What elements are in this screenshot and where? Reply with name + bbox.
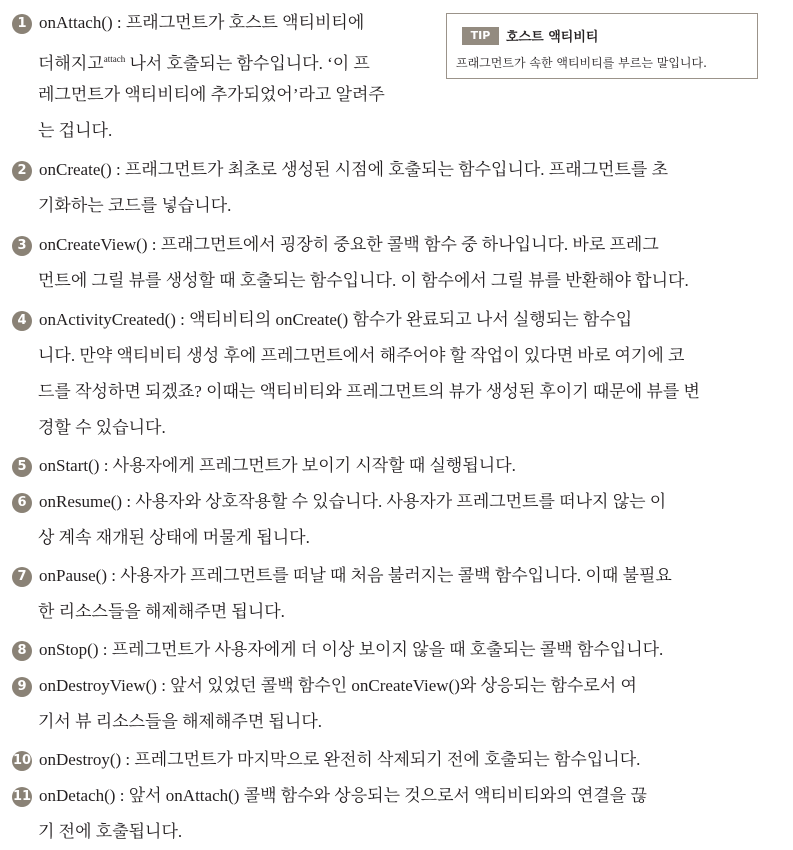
function-name: onResume() [39,492,123,511]
list-item-continuation [38,188,231,224]
list-item-continuation [38,374,700,410]
superscript-text: attach [103,54,126,64]
function-name: onDestroy() [39,750,122,769]
function-name: onCreate() [39,160,112,179]
list-item [12,778,647,814]
item-text: 상 계속 재개된 상태에 머물게 됩니다. [38,528,310,547]
item-text: 경할 수 있습니다. [38,418,166,437]
function-name: onCreateView() [351,676,460,695]
list-item-continuation [38,594,285,630]
item-text: : 사용자가 프레그먼트를 떠날 때 처음 불러지는 콜백 함수입니다. 이때 불필요 [106,566,672,585]
list-item-continuation [38,410,166,446]
number-badge: 10 [12,751,32,771]
item-text: : 프레그먼트가 마지막으로 완전히 삭제되기 전에 호출되는 함수입니다. [121,750,641,769]
list-item-continuation [38,338,684,374]
item-text: : 프래그먼트가 최초로 생성된 시점에 호출되는 함수입니다. 프래그먼트를 초 [111,160,668,179]
number-badge: 7 [12,567,32,587]
function-name: onCreateView() [39,235,148,254]
function-name: onDetach() [39,786,116,805]
list-item-continuation [38,77,385,113]
item-text: 더해지고 [38,54,104,73]
item-text: 먼트에 그릴 뷰를 생성할 때 호출되는 함수입니다. 이 함수에서 그릴 뷰를 반환해야 합니다. [38,271,689,290]
function-name: onAttach() [39,13,113,32]
item-text: : 앞서 있었던 콜백 함수인 [156,676,352,695]
item-text: : 프래그먼트가 호스트 액티비티에 [112,13,365,32]
item-text: 레그먼트가 액티비티에 추가되었어’라고 알려주 [38,85,385,104]
list-item [12,448,516,484]
item-text: 나서 호출되는 함수입니다. ‘이 프 [125,54,370,73]
item-text: 니다. 만약 액티비티 생성 후에 프레그먼트에서 해주어야 할 작업이 있다면 바로 여기에 코 [38,346,685,365]
list-item [12,302,632,338]
number-badge: 1 [12,14,32,34]
list-item [12,668,637,704]
tip-text: 프래그먼트가 속한 액티비티를 부르는 말입니다. [456,56,707,70]
item-text: 드를 작성하면 되겠죠? 이때는 액티비티와 프레그먼트의 뷰가 생성된 후이기 때문에 뷰를 변 [38,382,700,401]
function-name: onCreate() [275,310,349,329]
function-name: onDestroyView() [39,676,157,695]
list-item-continuation [38,704,322,740]
list-item [12,558,672,594]
number-badge: 4 [12,311,32,331]
list-item [12,5,364,41]
tip-badge: TIP [462,27,499,45]
item-text: 기화하는 코드를 넣습니다. [38,196,232,215]
item-text: 함수가 완료되고 나서 실행되는 함수입 [348,310,633,329]
item-text: 콜백 함수와 상응되는 것으로서 액티비티와의 연결을 끊 [239,786,647,805]
function-name: onActivityCreated() [39,310,176,329]
list-item-continuation [38,814,182,850]
number-badge: 2 [12,161,32,181]
list-item [12,742,640,778]
number-badge: 6 [12,493,32,513]
item-text: : 앞서 [115,786,166,805]
item-text: : 액티비티의 [175,310,276,329]
list-item [12,632,663,668]
list-item-continuation [38,520,310,556]
list-item-continuation [38,113,112,149]
list-item [12,152,668,188]
list-item [12,227,659,263]
number-badge: 11 [12,787,32,807]
tip-title: 호스트 액티비티 [506,30,599,45]
item-text: 기서 뷰 리소스들을 해제해주면 됩니다. [38,712,323,731]
item-text: : 사용자와 상호작용할 수 있습니다. 사용자가 프레그먼트를 떠나지 않는 이 [122,492,667,511]
item-text: : 사용자에게 프레그먼트가 보이기 시작할 때 실행됩니다. [99,456,516,475]
item-text: 기 전에 호출됩니다. [38,822,183,841]
number-badge: 9 [12,677,32,697]
tip-box [446,13,758,79]
number-badge: 8 [12,641,32,661]
function-name: onStart() [39,456,100,475]
function-name: onAttach() [165,786,240,805]
item-text: 한 리소스들을 해제해주면 됩니다. [38,602,285,621]
item-text: 와 상응되는 함수로서 여 [459,676,637,695]
item-text: : 프래그먼트에서 굉장히 중요한 콜백 함수 중 하나입니다. 바로 프레그 [147,235,659,254]
list-item [12,484,666,520]
function-name: onPause() [39,566,107,585]
function-name: onStop() [39,640,99,659]
item-text: : 프레그먼트가 사용자에게 더 이상 보이지 않을 때 호출되는 콜백 함수입니다. [98,640,664,659]
number-badge: 5 [12,457,32,477]
item-text: 는 겁니다. [38,121,113,140]
list-item-continuation [38,41,370,77]
number-badge: 3 [12,236,32,256]
list-item-continuation [38,263,689,299]
